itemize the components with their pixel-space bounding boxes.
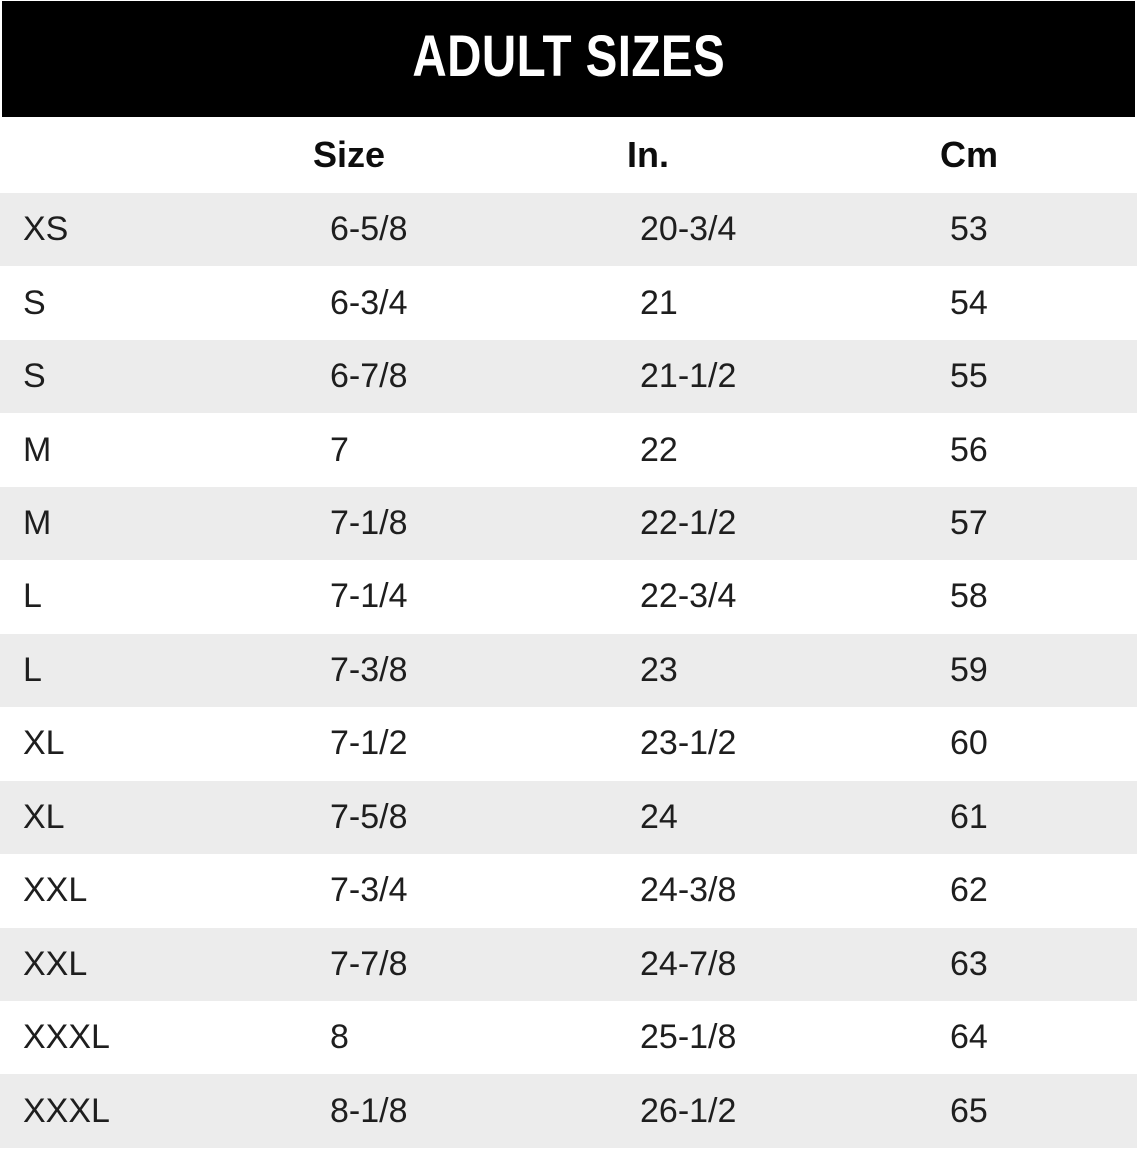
cell-inches: 21	[640, 283, 678, 322]
cell-cm: 54	[950, 283, 988, 322]
cell-hat-size: 7-1/2	[330, 724, 408, 763]
table-row	[0, 266, 1137, 339]
cell-hat-size: 7-3/8	[330, 650, 408, 689]
cell-inches: 24-3/8	[640, 871, 737, 910]
cell-hat-size: 7-1/8	[330, 504, 408, 543]
table-row	[0, 1074, 1137, 1147]
cell-cm: 56	[950, 430, 988, 469]
cell-hat-size: 7-1/4	[330, 577, 408, 616]
adult-sizes-chart	[0, 1, 1137, 1156]
cell-size-label: XS	[23, 210, 69, 249]
column-header-size: Size	[313, 134, 386, 175]
table-row	[0, 560, 1137, 633]
column-header-inches: In.	[627, 134, 669, 175]
cell-inches: 22-3/4	[640, 577, 737, 616]
cell-cm: 62	[950, 871, 988, 910]
cell-inches: 22-1/2	[640, 504, 737, 543]
cell-inches: 24-7/8	[640, 944, 737, 983]
cell-hat-size: 7-3/4	[330, 871, 408, 910]
cell-cm: 55	[950, 357, 988, 396]
table-row	[0, 340, 1137, 413]
cell-hat-size: 7-7/8	[330, 944, 408, 983]
table-row	[0, 413, 1137, 486]
table-header-row	[0, 117, 1137, 193]
cell-cm: 59	[950, 650, 988, 689]
cell-inches: 24	[640, 797, 678, 836]
cell-size-label: M	[23, 504, 52, 543]
cell-inches: 22	[640, 430, 678, 469]
column-header-cm: Cm	[940, 134, 999, 175]
cell-inches: 25-1/8	[640, 1018, 737, 1057]
cell-size-label: XL	[23, 797, 65, 836]
cell-size-label: L	[23, 577, 42, 616]
table-row	[0, 487, 1137, 560]
cell-size-label: XXL	[23, 944, 88, 983]
cell-size-label: XXL	[23, 871, 88, 910]
table-row	[0, 854, 1137, 927]
cell-size-label: XXXL	[23, 1018, 110, 1057]
cell-inches: 23-1/2	[640, 724, 737, 763]
cell-hat-size: 6-5/8	[330, 210, 408, 249]
table-row	[0, 928, 1137, 1001]
title-bar	[2, 1, 1135, 117]
table-row	[0, 707, 1137, 780]
cell-cm: 58	[950, 577, 988, 616]
cell-hat-size: 8	[330, 1018, 349, 1057]
table-row	[0, 634, 1137, 707]
cell-cm: 60	[950, 724, 988, 763]
cell-cm: 64	[950, 1018, 988, 1057]
cell-cm: 57	[950, 504, 988, 543]
cell-inches: 21-1/2	[640, 357, 737, 396]
table-body	[0, 193, 1137, 1148]
cell-size-label: XXXL	[23, 1091, 110, 1130]
cell-hat-size: 6-7/8	[330, 357, 408, 396]
cell-size-label: S	[23, 283, 46, 322]
cell-size-label: S	[23, 357, 46, 396]
cell-inches: 23	[640, 650, 678, 689]
cell-size-label: L	[23, 650, 42, 689]
cell-cm: 61	[950, 797, 988, 836]
cell-size-label: XL	[23, 724, 65, 763]
table-row	[0, 193, 1137, 266]
cell-hat-size: 8-1/8	[330, 1091, 408, 1130]
cell-inches: 26-1/2	[640, 1091, 737, 1130]
table-row	[0, 781, 1137, 854]
cell-cm: 65	[950, 1091, 988, 1130]
cell-hat-size: 6-3/4	[330, 283, 408, 322]
cell-hat-size: 7	[330, 430, 349, 469]
cell-size-label: M	[23, 430, 52, 469]
cell-cm: 63	[950, 944, 988, 983]
cell-cm: 53	[950, 210, 988, 249]
table-row	[0, 1001, 1137, 1074]
page-title: ADULT SIZES	[412, 23, 725, 89]
cell-inches: 20-3/4	[640, 210, 737, 249]
cell-hat-size: 7-5/8	[330, 797, 408, 836]
